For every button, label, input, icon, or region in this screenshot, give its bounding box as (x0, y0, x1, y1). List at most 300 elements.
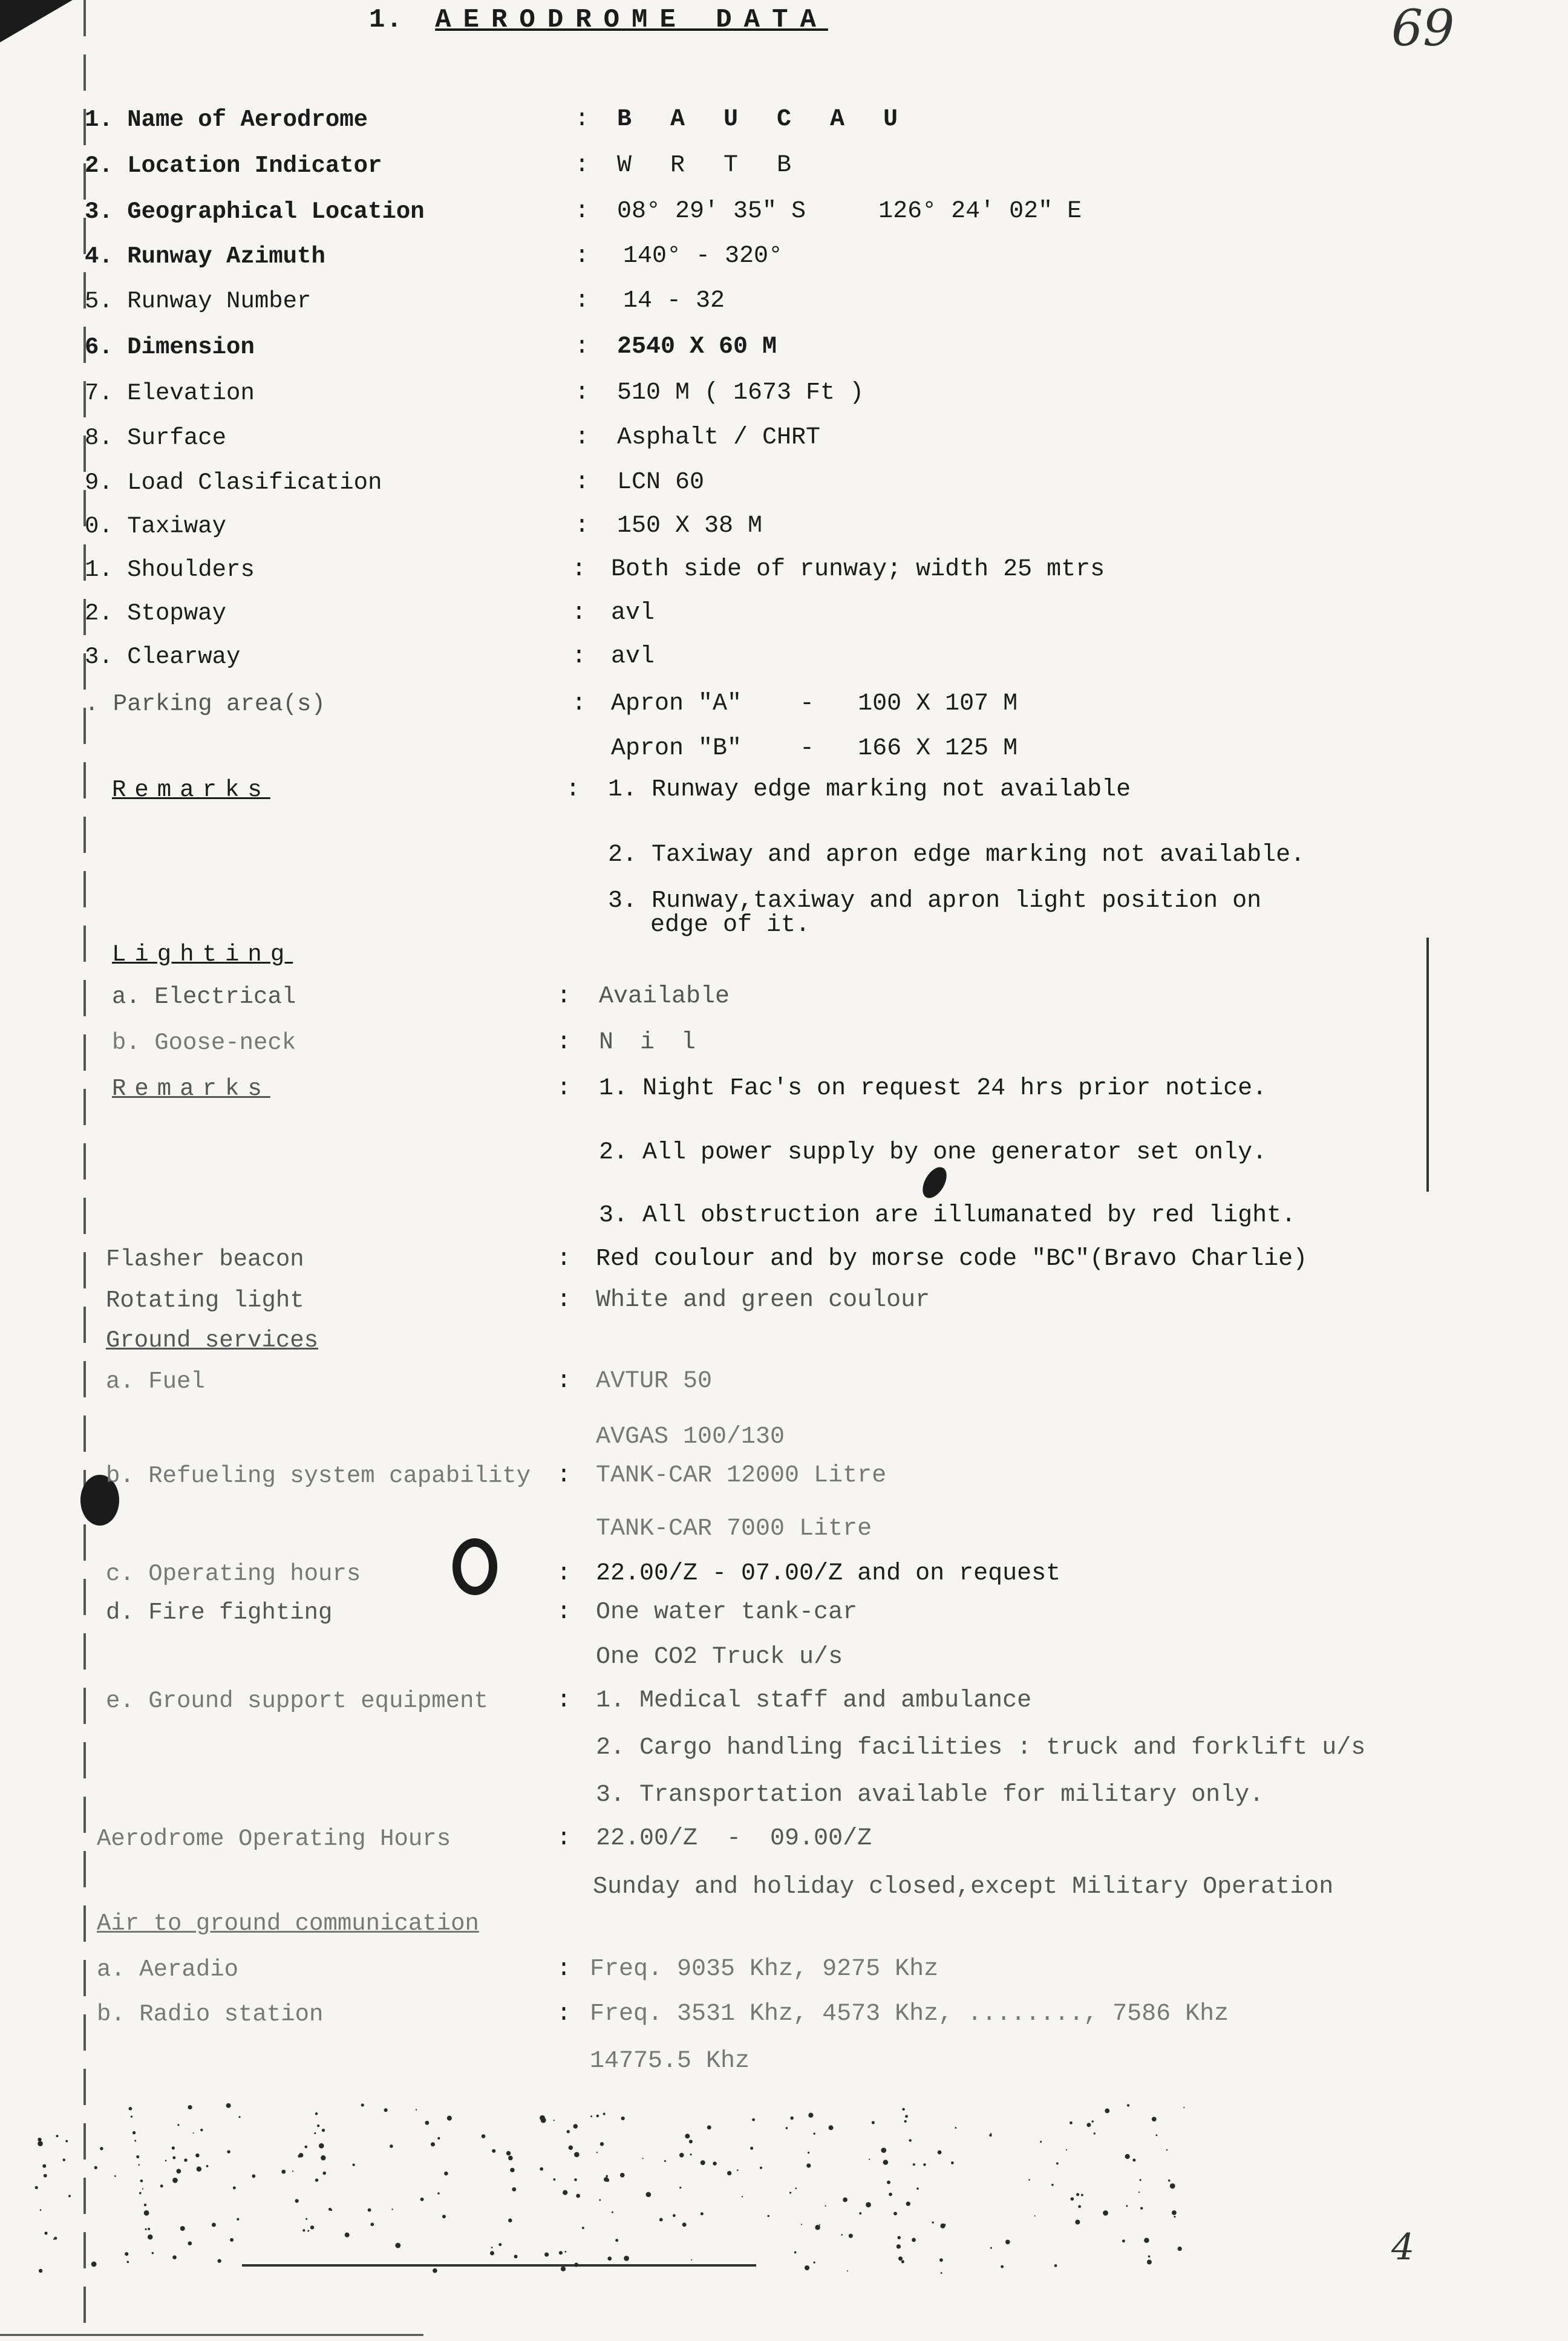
scan-speck (955, 2127, 956, 2129)
scan-speck (1103, 2210, 1108, 2216)
lighting-label: b. Goose-neck (112, 1030, 296, 1056)
scan-speck (391, 2209, 393, 2210)
scan-speck (1075, 2219, 1080, 2224)
scan-speck (218, 2259, 221, 2263)
scan-speck (1066, 2149, 1067, 2150)
item-value: W R T B (617, 152, 804, 179)
lighting-value: N i l (599, 1029, 702, 1056)
scan-speck (230, 2238, 234, 2242)
scan-speck (227, 2150, 230, 2153)
scan-speck (847, 2270, 848, 2271)
scan-speck (689, 2140, 693, 2143)
scan-speck (938, 2150, 942, 2155)
scan-speck (544, 2253, 549, 2257)
remarks-line: edge of it. (650, 912, 811, 939)
scan-speck (889, 2193, 892, 2196)
ground-services-value: AVTUR 50 (596, 1368, 713, 1395)
item-label: 0. Taxiway (85, 513, 227, 540)
item-value: LCN 60 (617, 469, 705, 496)
scan-speck (679, 2187, 681, 2189)
scan-speck (866, 2202, 871, 2207)
remarks-line: 1. Runway edge marking not available (608, 776, 1131, 803)
scan-speck (437, 2137, 440, 2140)
item-row: 7. Elevation : 510 M ( 1673 Ft ) (0, 375, 1568, 417)
scan-speck (760, 2167, 762, 2169)
scan-speck (132, 2131, 136, 2134)
scan-speck (939, 2258, 943, 2262)
scan-speck (54, 2237, 57, 2240)
scan-speck (160, 2184, 163, 2187)
scan-speck (642, 2158, 644, 2159)
lighting-remarks-line: 3. All obstruction are illumanated by red light. (599, 1202, 1296, 1229)
scan-speck (606, 2178, 609, 2182)
scan-speck (1168, 2179, 1171, 2182)
scan-speck (1081, 2194, 1083, 2196)
scan-speck (63, 2158, 66, 2161)
scan-speck (134, 2140, 136, 2141)
communication-row: b. Radio station : Freq. 3531 Khz, 4573 Khz, ........, 7586 Khz (0, 1996, 1568, 2039)
scan-speck (304, 2146, 307, 2149)
scan-speck (905, 2115, 908, 2118)
aerodrome-hours-row: Aerodrome Operating Hours : 22.00/Z - 09.00/Z (0, 1821, 1568, 1863)
scan-speck (1040, 2141, 1042, 2143)
scan-speck (136, 2155, 139, 2158)
scan-speck (682, 2222, 687, 2227)
scan-speck (314, 2132, 316, 2134)
scan-speck (1028, 2179, 1030, 2181)
item-value: 08° 29' 35" S 126° 24' 02" E (617, 198, 1082, 225)
communication-row: a. Aeradio : Freq. 9035 Khz, 9275 Khz (0, 1951, 1568, 1994)
scan-speck (508, 2218, 512, 2222)
scan-speck (815, 2225, 820, 2230)
scan-speck (431, 2142, 435, 2146)
scan-speck (345, 2233, 350, 2238)
item-row: 4. Runway Azimuth : 140° - 320° (0, 238, 1568, 281)
scan-speck (808, 2152, 809, 2153)
scan-speck (152, 2252, 154, 2254)
scan-speck (701, 2160, 705, 2165)
lighting-row: b. Goose-neck : N i l (0, 1025, 1568, 1067)
scan-speck (620, 2173, 625, 2178)
scan-speck (322, 2129, 325, 2132)
item-row: 2. Stopway : avl (0, 595, 1568, 638)
scan-speck (330, 2209, 332, 2211)
aerodrome-hours-value: 22.00/Z - 09.00/Z (596, 1825, 872, 1852)
scan-speck (1127, 2104, 1129, 2106)
scan-speck (447, 2116, 452, 2121)
scan-speck (322, 2172, 326, 2175)
scan-speck (883, 2160, 889, 2165)
scan-speck (114, 2175, 116, 2177)
scan-speck (42, 2164, 46, 2168)
lighting-row: Rotating light : White and green coulour (0, 1282, 1568, 1325)
scan-speck (298, 2155, 301, 2158)
scan-speck (553, 2178, 555, 2181)
lighting-label: Flasher beacon (106, 1246, 304, 1273)
scan-speck (188, 2241, 192, 2245)
scan-speck (433, 2268, 437, 2273)
scan-speck (352, 2164, 354, 2166)
scan-speck (165, 2160, 167, 2162)
scan-speck (813, 2262, 815, 2264)
scan-speck (172, 2156, 175, 2159)
item-row: 5. Runway Number : 14 - 32 (0, 283, 1568, 325)
scan-speck (768, 2215, 769, 2217)
ground-services-value: AVGAS 100/130 (596, 1423, 785, 1451)
scan-speck (707, 2125, 711, 2129)
scan-speck (44, 2174, 47, 2178)
page-number: 69 (1391, 0, 1455, 57)
scan-speck (1138, 2192, 1140, 2193)
scan-speck (869, 2158, 870, 2160)
scan-speck (1148, 2255, 1151, 2258)
ground-services-value: One CO2 Truck u/s (596, 1644, 843, 1671)
scan-speck (1166, 2149, 1168, 2150)
scan-speck (144, 2204, 146, 2206)
scan-speck (841, 2234, 843, 2236)
scan-speck (361, 2103, 364, 2106)
scan-speck (564, 2251, 566, 2253)
scan-speck (317, 2124, 319, 2127)
lighting-value: Red coulour and by morse code "BC"(Bravo Charlie) (596, 1246, 1308, 1273)
item-value: 150 X 38 M (617, 512, 763, 540)
scan-speck (806, 2163, 811, 2167)
item-row: . Parking area(s) : Apron "A" - 100 X 107 M (0, 686, 1568, 728)
communication-value: Freq. 3531 Khz, 4573 Khz, ........, 7586 Khz (590, 2000, 1229, 2028)
scan-speck (559, 2251, 563, 2254)
scan-speck (188, 2105, 192, 2109)
scan-speck (615, 2239, 618, 2242)
communication-label: b. Radio station (97, 2001, 324, 2028)
scan-speck (940, 2224, 945, 2228)
scan-speck (40, 2209, 42, 2211)
ground-services-value: TANK-CAR 12000 Litre (596, 1462, 887, 1489)
scan-speck (737, 2169, 739, 2171)
scan-speck (482, 2134, 486, 2138)
item-row: 1. Shoulders : Both side of runway; width 25 mtrs (0, 552, 1568, 594)
scan-speck (624, 2256, 629, 2261)
scan-speck (561, 2267, 566, 2271)
ground-services-value: 22.00/Z - 07.00/Z and on request (596, 1560, 1061, 1587)
scan-speck (989, 2134, 991, 2137)
scan-speck (574, 2262, 578, 2267)
scan-speck (563, 2190, 567, 2195)
remarks-heading: Remarks (112, 777, 270, 803)
scan-speck (44, 2232, 47, 2235)
scan-speck (212, 2223, 216, 2227)
scan-speck (384, 2108, 388, 2112)
remarks-row: Remarks : 1. Runway edge marking not available (0, 772, 1568, 814)
scan-speck (612, 2212, 613, 2213)
ground-services-row: b. Refueling system capability : TANK-CAR 12000 Litre (0, 1458, 1568, 1500)
scan-speck (238, 2116, 240, 2118)
scan-speck (603, 2113, 606, 2115)
item-value: Asphalt / CHRT (617, 424, 821, 451)
title-number: 1. (369, 5, 403, 35)
scan-speck (94, 2166, 97, 2169)
scan-speck (912, 2238, 916, 2242)
scan-speck (902, 2108, 904, 2111)
ground-services-row: c. Operating hours : 22.00/Z - 07.00/Z and on request (0, 1556, 1568, 1598)
communication-value: 14775.5 Khz (590, 2048, 750, 2075)
scan-speck (1034, 2215, 1036, 2216)
scan-speck (576, 2194, 580, 2198)
scan-speck (1122, 2239, 1125, 2242)
scan-speck (65, 2140, 68, 2143)
item-label: 5. Runway Number (85, 288, 312, 315)
scan-speck (1155, 2134, 1157, 2136)
scan-speck (1070, 2121, 1073, 2124)
scan-speck (139, 2192, 142, 2195)
item-label: 1. Name of Aerodrome (85, 106, 368, 133)
scan-speck (53, 2239, 54, 2240)
scan-speck (514, 2254, 518, 2258)
scan-speck (368, 2209, 371, 2212)
scan-speck (596, 2152, 598, 2153)
item-row: 1. Name of Aerodrome : B A U C A U (0, 102, 1568, 144)
scan-speck (923, 2163, 926, 2166)
scan-speck (491, 2247, 493, 2248)
title-text: AERODROME DATA (435, 5, 828, 35)
scan-speck (35, 2186, 38, 2189)
scan-speck (849, 2234, 853, 2238)
scan-speck (1177, 2247, 1181, 2251)
lighting-label: a. Electrical (112, 984, 296, 1010)
scan-speck (843, 2198, 848, 2202)
scan-speck (590, 2115, 592, 2117)
scan-speck (1056, 2163, 1059, 2165)
scan-speck (370, 2222, 374, 2226)
scan-speck (859, 2212, 861, 2215)
scan-speck (437, 2192, 440, 2195)
item-label: 9. Load Clasification (85, 469, 382, 496)
item-value: 510 M ( 1673 Ft ) (617, 379, 864, 406)
remarks-line: 2. Taxiway and apron edge marking not available. (608, 841, 1305, 869)
scan-speck (904, 2120, 907, 2123)
scan-speck (659, 2218, 663, 2221)
scan-speck (819, 2224, 820, 2225)
item-value: avl (611, 599, 655, 627)
scan-speck (932, 2221, 933, 2223)
lighting-remarks-line: 1. Night Fac's on request 24 hrs prior notice. (599, 1075, 1267, 1102)
scan-speck (1147, 2260, 1152, 2265)
scan-speck (621, 2117, 625, 2120)
scan-speck (442, 2215, 446, 2218)
item-label: 2. Location Indicator (85, 152, 382, 179)
aerodrome-hours-label: Aerodrome Operating Hours (97, 1826, 451, 1852)
scan-speck (606, 2175, 608, 2178)
scan-speck (226, 2103, 231, 2108)
scan-speck (582, 2227, 584, 2229)
scan-speck (790, 2117, 793, 2120)
scan-speck (38, 2138, 41, 2141)
ground-services-heading: Ground services (106, 1327, 319, 1354)
ground-services-row: d. Fire fighting : One water tank-car (0, 1595, 1568, 1637)
scan-speck (1170, 2183, 1175, 2189)
item-label: 4. Runway Azimuth (85, 243, 325, 270)
ground-services-label: a. Fuel (106, 1368, 205, 1395)
scan-speck (200, 2129, 203, 2131)
scan-speck (607, 2256, 612, 2261)
scan-speck (898, 2256, 903, 2261)
scan-speck (887, 2181, 890, 2184)
ground-services-row: e. Ground support equipment : 1. Medical staff and ambulance (0, 1683, 1568, 1725)
item-value: 2540 X 60 M (617, 333, 777, 361)
item-value: avl (611, 643, 655, 670)
scan-speck (941, 2272, 942, 2274)
scan-speck (144, 2210, 149, 2216)
scan-speck (685, 2134, 690, 2138)
lighting-label: Rotating light (106, 1287, 304, 1314)
scan-speck (752, 2118, 755, 2121)
scan-speck (916, 2187, 919, 2190)
scan-speck (600, 2142, 604, 2146)
item-row: 6. Dimension : 2540 X 60 M (0, 329, 1568, 371)
item-label: . Parking area(s) (85, 691, 325, 717)
scan-speck (302, 2229, 305, 2232)
scan-speck (1078, 2205, 1081, 2208)
scan-speck (100, 2147, 103, 2150)
scan-speck (140, 2179, 143, 2183)
scan-speck (573, 2124, 578, 2129)
item-value: B A U C A U (617, 106, 910, 133)
scan-speck (197, 2167, 201, 2172)
lighting-remarks-row: Remarks : 1. Night Fac's on request 24 hrs prior notice. (0, 1071, 1568, 1113)
scan-speck (690, 2153, 692, 2155)
scan-speck (148, 2235, 152, 2239)
scan-speck (801, 2224, 802, 2225)
scan-speck (319, 2143, 324, 2149)
scan-speck (893, 2212, 897, 2215)
scan-speck (508, 2156, 513, 2161)
scan-speck (786, 2127, 788, 2129)
item-row: 9. Load Clasification : LCN 60 (0, 465, 1568, 507)
scan-speck (307, 2230, 309, 2232)
scan-speck (808, 2113, 813, 2118)
scan-speck (131, 2115, 132, 2117)
scan-speck (1051, 2184, 1054, 2186)
scan-speck (1132, 2158, 1135, 2161)
scan-speck (395, 2243, 400, 2248)
scan-speck (1139, 2179, 1141, 2181)
scan-speck (172, 2178, 178, 2183)
ground-services-value: 3. Transportation available for military only. (596, 1781, 1264, 1809)
scan-speck (1174, 2216, 1175, 2218)
item-value: Apron "B" - 166 X 125 M (611, 735, 1018, 762)
scan-speck (506, 2151, 511, 2155)
scan-speck (315, 2178, 319, 2182)
scan-speck (901, 2260, 904, 2263)
scan-speck (91, 2262, 97, 2267)
scan-speck (1172, 2210, 1177, 2215)
scan-speck (574, 2152, 580, 2157)
scan-speck (554, 2120, 555, 2121)
scan-speck (38, 2141, 43, 2146)
scan-speck (193, 2132, 194, 2134)
scan-speck (281, 2170, 286, 2174)
scan-speck (691, 2259, 692, 2261)
scan-speck (172, 2255, 177, 2259)
scan-speck (795, 2187, 797, 2189)
lighting-value: Available (599, 983, 730, 1010)
scan-speck (750, 2147, 753, 2150)
ground-services-label: c. Operating hours (106, 1561, 361, 1587)
ground-services-row: a. Fuel : AVTUR 50 (0, 1363, 1568, 1406)
scan-speck (145, 2228, 147, 2230)
lighting-value: White and green coulour (596, 1287, 930, 1314)
item-label: 3. Clearway (85, 644, 241, 670)
item-row: 0. Taxiway : 150 X 38 M (0, 508, 1568, 550)
ground-services-value: One water tank-car (596, 1599, 858, 1626)
scan-speck (727, 2171, 731, 2175)
scan-speck (599, 2199, 601, 2201)
ground-services-value: TANK-CAR 7000 Litre (596, 1515, 872, 1543)
item-value: 140° - 320° (623, 243, 783, 270)
communication-value: Freq. 9035 Khz, 9275 Khz (590, 1956, 939, 1983)
scan-speck (1094, 2132, 1096, 2134)
scan-speck (805, 2265, 809, 2270)
scan-speck (510, 2168, 515, 2173)
scan-speck (1144, 2238, 1149, 2243)
item-label: 7. Elevation (85, 380, 255, 406)
scan-speck (897, 2244, 901, 2248)
scan-speck (444, 2172, 448, 2176)
scan-speck (416, 2109, 417, 2110)
scan-speck (180, 2226, 185, 2231)
item-label: 2. Stopway (85, 600, 227, 627)
scan-speck (1091, 2120, 1093, 2122)
lighting-heading: Lighting (112, 941, 293, 968)
scan-speck (679, 2153, 684, 2158)
ground-services-value: 1. Medical staff and ambulance (596, 1687, 1032, 1714)
scan-speck (1005, 2240, 1010, 2245)
scan-speck (125, 2252, 128, 2256)
scan-speck (897, 2236, 901, 2239)
communication-label: a. Aeradio (97, 1956, 239, 1983)
communication-heading: Air to ground communication (97, 1910, 479, 1937)
scan-speck (176, 2169, 181, 2173)
scan-speck (673, 2214, 676, 2217)
scan-speck (813, 2133, 815, 2135)
item-row: 8. Surface : Asphalt / CHRT (0, 420, 1568, 462)
item-row: 2. Location Indicator : W R T B (0, 148, 1568, 190)
aerodrome-hours-value: Sunday and holiday closed,except Military Operation (593, 1873, 1334, 1901)
scan-speck (1183, 2107, 1184, 2108)
scan-speck (829, 2125, 834, 2130)
scan-speck (1125, 2154, 1130, 2159)
item-label: 6. Dimension (85, 334, 255, 361)
scan-speck (990, 2247, 992, 2249)
scan-speck (206, 2165, 209, 2167)
scan-speck (701, 2212, 704, 2215)
scan-speck (129, 2107, 132, 2111)
scan-speck (68, 2195, 71, 2197)
scan-speck (540, 2167, 543, 2171)
scan-speck (567, 2130, 570, 2133)
scan-speck (252, 2174, 255, 2178)
scan-speck (540, 2115, 545, 2121)
item-value: 14 - 32 (623, 287, 725, 315)
item-row: 3. Geographical Location : 08° 29' 35" S 126° 24' 02" E (0, 194, 1568, 236)
corner-mark: 4 (1391, 2226, 1415, 2268)
scan-speck (825, 2205, 826, 2206)
scan-speck (906, 2201, 910, 2206)
scan-speck (742, 2196, 743, 2197)
ground-services-value: 2. Cargo handling facilities : truck and forklift u/s (596, 1734, 1366, 1761)
item-label: 3. Geographical Location (85, 198, 425, 225)
scan-speck (295, 2199, 299, 2202)
scan-speck (881, 2147, 886, 2153)
